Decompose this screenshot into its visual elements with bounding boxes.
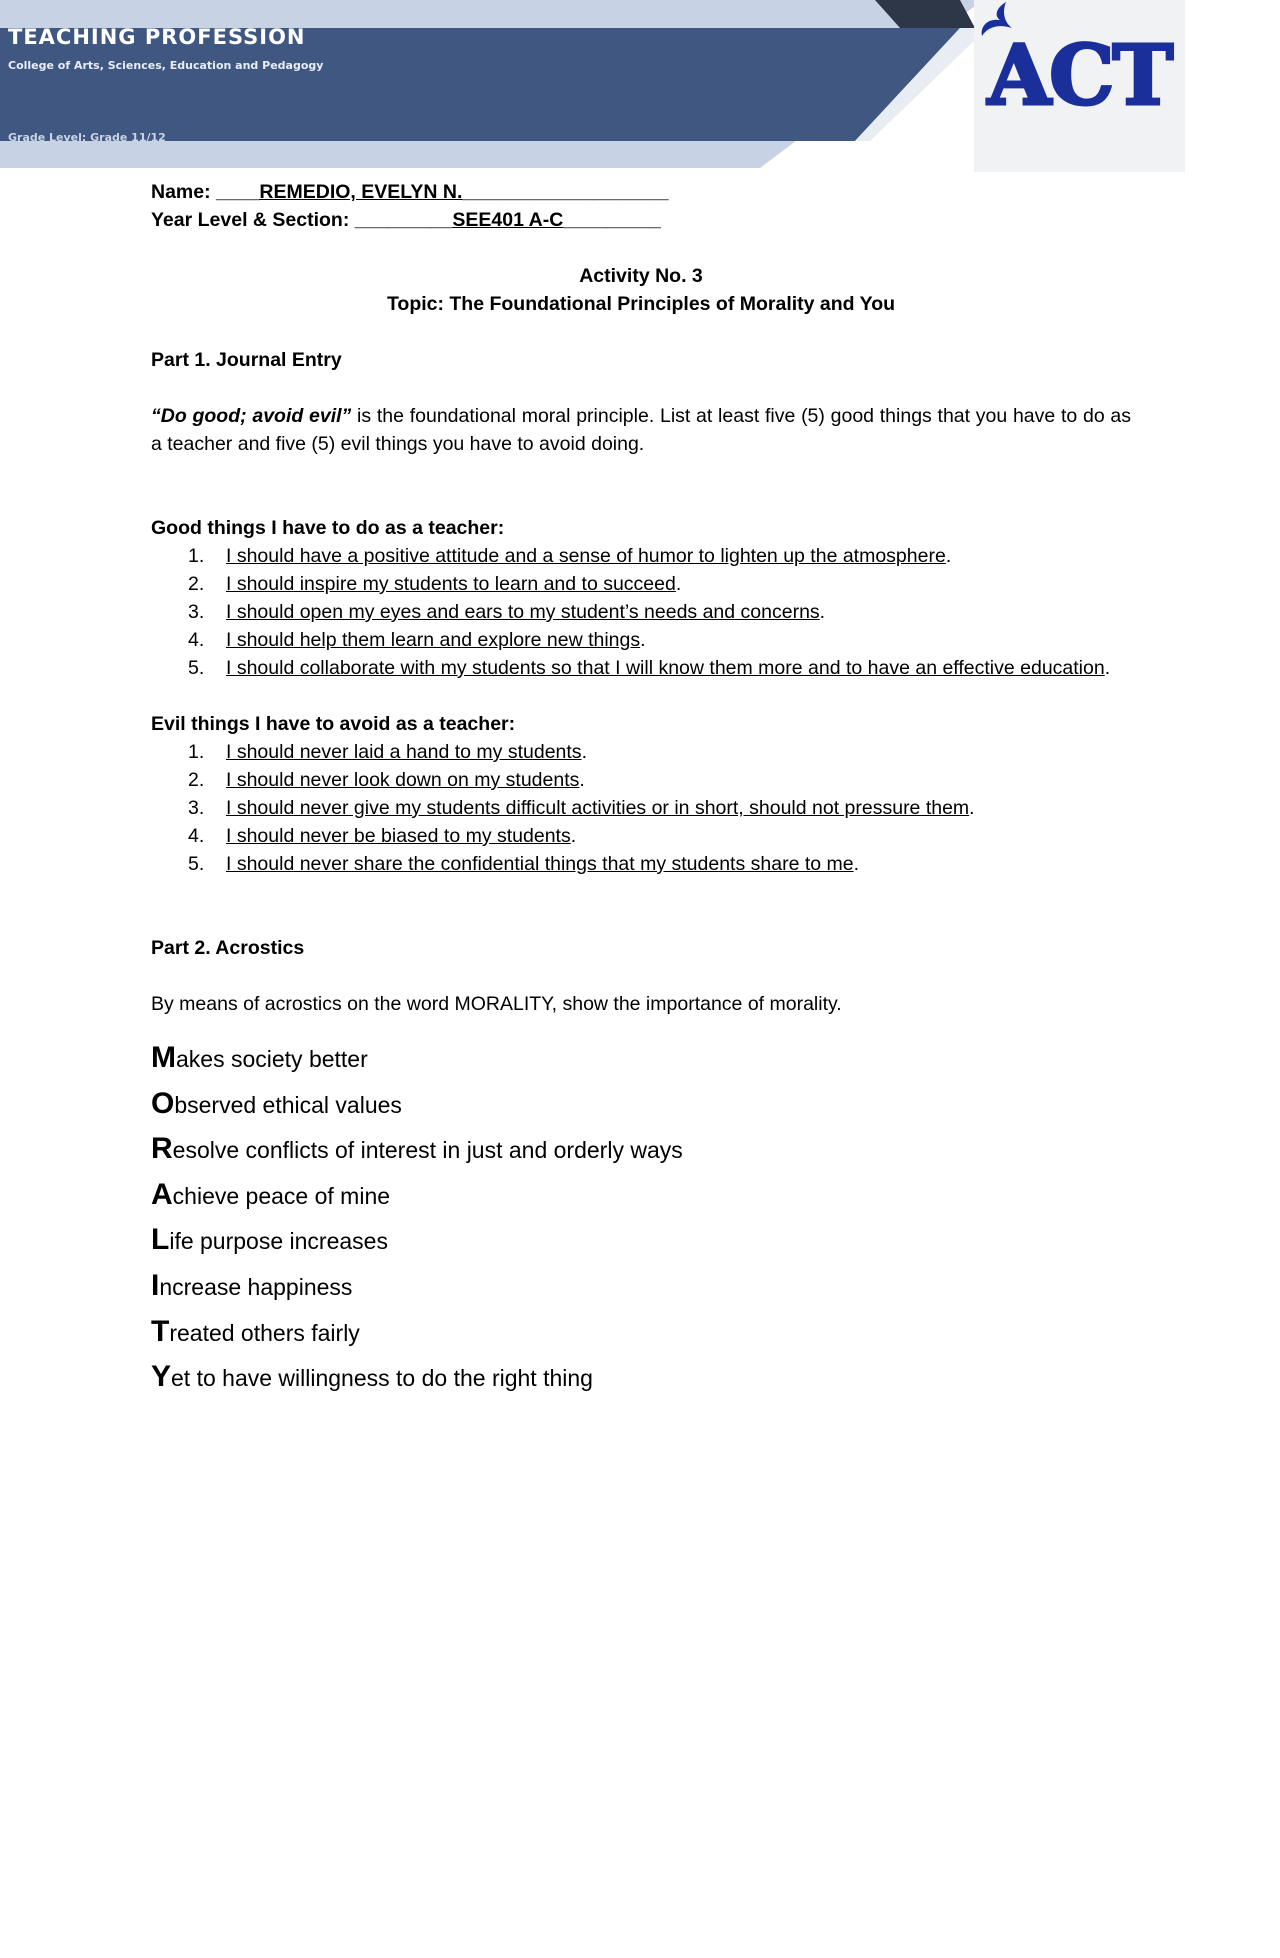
acrostic-line: Increase happiness [151,1268,353,1302]
name-blank-post: ___________________ [462,181,669,203]
part1-quote: “Do good; avoid evil” [151,405,352,427]
part1-instruction-text: is the foundational moral principle. List at least five (5) good things that you have to do as a teacher and five (5) evil things you have to avoid doing. [151,405,1131,455]
name-blank-pre: ____ [216,181,260,203]
list-item: 1. I should have a positive attitude and a sense of humor to lighten up the atmosphere. [188,545,952,567]
acrostic-line: Resolve conflicts of interest in just and orderly ways [151,1132,683,1166]
section-value: SEE401 A-C [452,209,564,231]
acrostic-line: Life purpose increases [151,1223,388,1257]
section-field [151,206,1131,234]
part1-instruction [151,402,1131,458]
list-item: 3. I should open my eyes and ears to my student’s needs and concerns. [188,601,826,623]
logo-text: ACT [987,28,1172,124]
list-item: 2. I should never look down on my students. [188,769,585,791]
part2-instruction: By means of acrostics on the word MORALITY, show the importance of morality. [151,993,842,1015]
header-banner [0,0,1280,175]
acrostic-line: Makes society better [151,1041,368,1074]
part2-heading: Part 2. Acrostics [151,937,305,959]
activity-topic: Topic: The Foundational Principles of Morality and You [386,293,896,315]
good-things-heading: Good things I have to do as a teacher: [151,517,505,539]
list-item: 1. I should never laid a hand to my students. [188,741,587,763]
banner-grade-level: Grade Level: Grade 11/12 [8,131,166,144]
section-blank-pre: _________ [354,209,453,231]
part1-heading: Part 1. Journal Entry [151,349,342,371]
evil-things-heading: Evil things I have to avoid as a teacher: [151,713,516,735]
activity-document [151,178,1131,1401]
acrostic-block [151,1036,1131,1401]
list-item: 2. I should inspire my students to learn and to succeed. [188,573,682,595]
section-blank-post: _________ [563,209,661,231]
acrostic-line: Achieve peace of mine [151,1177,391,1211]
good-things-list [151,542,1131,682]
name-label: Name: [151,181,211,203]
acrostic-line: Treated others fairly [151,1314,360,1348]
name-value: REMEDIO, EVELYN N. [259,181,463,203]
list-item: 3. I should never give my students difficult activities or in short, should not pressure them. [188,797,975,819]
banner-title: TEACHING PROFESSION [8,25,306,49]
list-item: 5. I should never share the confidential things that my students share to me. [188,853,860,875]
acrostic-line: Yet to have willingness to do the right thing [151,1360,593,1394]
list-item: 4. I should never be biased to my students. [188,825,577,847]
name-field [151,178,1131,206]
banner-subtitle: College of Arts, Sciences, Education and Pedagogy [8,59,324,72]
act-logo [974,0,1185,172]
acrostic-line: Observed ethical values [151,1086,402,1120]
section-label: Year Level & Section: [151,209,350,231]
list-item: 4. I should help them learn and explore new things. [188,629,646,651]
evil-things-list [151,738,1131,878]
activity-number: Activity No. 3 [579,265,703,287]
list-item: 5. I should collaborate with my students so that I will know them more and to have an effective education. [188,657,1111,679]
